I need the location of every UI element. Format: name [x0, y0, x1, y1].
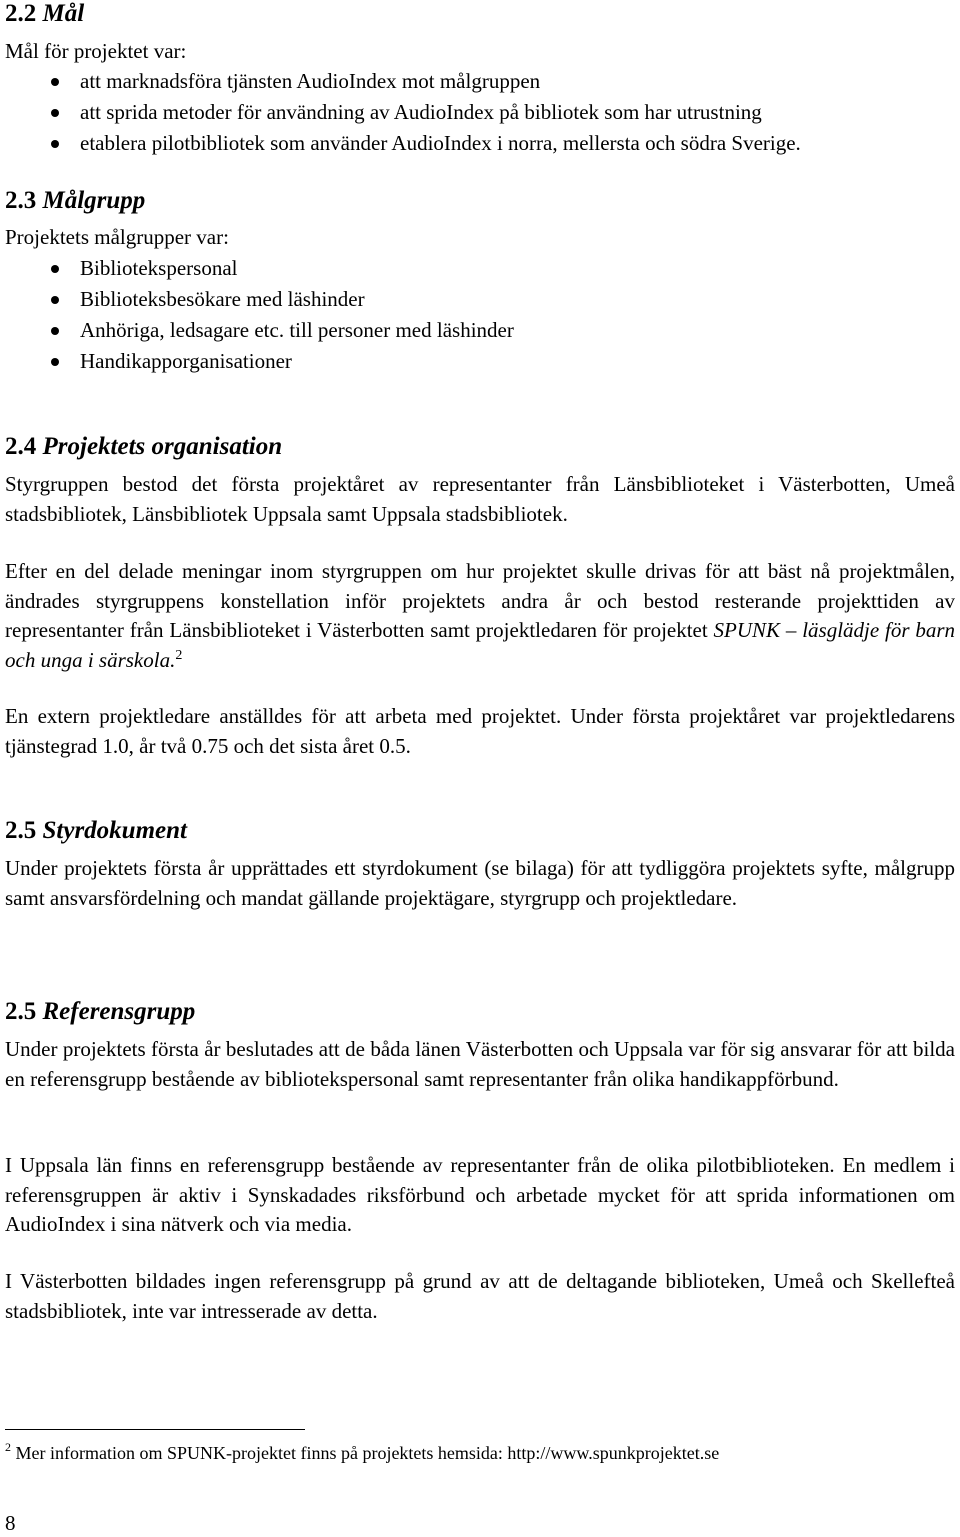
footnote-divider: [5, 1429, 305, 1430]
heading-number: 2.4: [5, 433, 37, 460]
heading-title: Målgrupp: [42, 187, 146, 214]
list-item-text: etablera pilotbibliotek som använder AudioIndex i norra, mellersta och södra Sverige.: [80, 131, 801, 155]
goals-intro: Mål för projektet var:: [5, 39, 187, 63]
heading-2-4: [5, 432, 282, 462]
heading-2-5-styrdokument: [5, 816, 187, 846]
footnote-mark: 2: [5, 1440, 11, 1454]
list-item-text: Handikapporganisationer: [80, 349, 292, 373]
goals-list: [5, 66, 955, 159]
footnote: [5, 1440, 719, 1466]
list-item: [5, 284, 955, 315]
bullet-icon: [51, 327, 59, 335]
organisation-paragraph-2: [5, 557, 955, 675]
heading-2-3: [5, 186, 145, 216]
bullet-icon: [51, 296, 59, 304]
list-item-text: att sprida metoder för användning av AudioIndex på bibliotek som har utrustning: [80, 100, 762, 124]
styrdokument-paragraph: Under projektets första år upprättades ett styrdokument (se bilaga) för att tydliggöra projektets syfte, målgrupp samt ansvarsfördelning och mandat gällande projektägare, styrgrupp och projektledare.: [5, 856, 955, 910]
list-item: [5, 128, 955, 159]
heading-number: 2.5: [5, 817, 37, 844]
organisation-paragraph-1: Styrgruppen bestod det första projektåret av representanter från Länsbiblioteket i Västerbotten, Umeå stadsbibliotek, Länsbibliotek Uppsala samt Uppsala stadsbibliotek.: [5, 472, 955, 526]
list-item: [5, 346, 955, 377]
list-item-text: Anhöriga, ledsagare etc. till personer med läshinder: [80, 318, 514, 342]
list-item-text: Bibliotekspersonal: [80, 256, 238, 280]
heading-title: Styrdokument: [42, 817, 187, 844]
project-name: SPUNK – läsglädje för barn och unga i särskola.: [5, 618, 955, 672]
heading-title: Referensgrupp: [42, 998, 196, 1025]
list-item: [5, 253, 955, 284]
list-item-text: Biblioteksbesökare med läshinder: [80, 287, 365, 311]
bullet-icon: [51, 78, 59, 86]
paragraph-text: Efter en del delade meningar inom styrgruppen om hur projektet skulle drivas för att bäst nå projektmålen, ändrades styrgruppens konstellation inför projektets andra år och bestod resterande projekttiden av representanter från Länsbiblioteket i Västerbotten samt projektledaren för projektet: [5, 559, 955, 642]
heading-title: Mål: [42, 0, 85, 27]
list-item: [5, 66, 955, 97]
heading-number: 2.3: [5, 187, 37, 214]
bullet-icon: [51, 109, 59, 117]
heading-title: Projektets organisation: [42, 433, 283, 460]
referensgrupp-paragraph-1: Under projektets första år beslutades att de båda länen Västerbotten och Uppsala var för sig ansvarar för att bilda en referensgrupp bestående av bibliotekspersonal samt representanter från olika handikappförbund.: [5, 1037, 955, 1091]
heading-2-5-referensgrupp: [5, 997, 195, 1027]
bullet-icon: [51, 265, 59, 273]
footnote-text: Mer information om SPUNK-projektet finns på projektets hemsida: http://www.spunkprojektet.se: [11, 1443, 720, 1463]
referensgrupp-paragraph-3: I Västerbotten bildades ingen referensgrupp på grund av att de deltagande biblioteken, Umeå och Skellefteå stadsbibliotek, inte var intresserade av detta.: [5, 1269, 955, 1323]
referensgrupp-paragraph-2: I Uppsala län finns en referensgrupp bestående av representanter från de olika pilotbiblioteken. En medlem i referensgruppen är aktiv i Synskadades riksförbund och arbetade mycket för att sprida informationen om AudioIndex i sina nätverk och via media.: [5, 1153, 955, 1236]
bullet-icon: [51, 140, 59, 148]
target-intro: Projektets målgrupper var:: [5, 225, 229, 249]
footnote-ref: 2: [175, 647, 183, 663]
heading-2-2: [5, 0, 84, 29]
list-item: [5, 315, 955, 346]
list-item: [5, 97, 955, 128]
target-list: [5, 253, 955, 377]
heading-number: 2.5: [5, 998, 37, 1025]
bullet-icon: [51, 358, 59, 366]
organisation-paragraph-3: En extern projektledare anställdes för att arbeta med projektet. Under första projektåret var projektledarens tjänstegrad 1.0, år två 0.75 och det sista året 0.5.: [5, 704, 955, 758]
page-number: 8: [5, 1511, 16, 1535]
heading-number: 2.2: [5, 0, 37, 27]
list-item-text: att marknadsföra tjänsten AudioIndex mot målgruppen: [80, 69, 541, 93]
